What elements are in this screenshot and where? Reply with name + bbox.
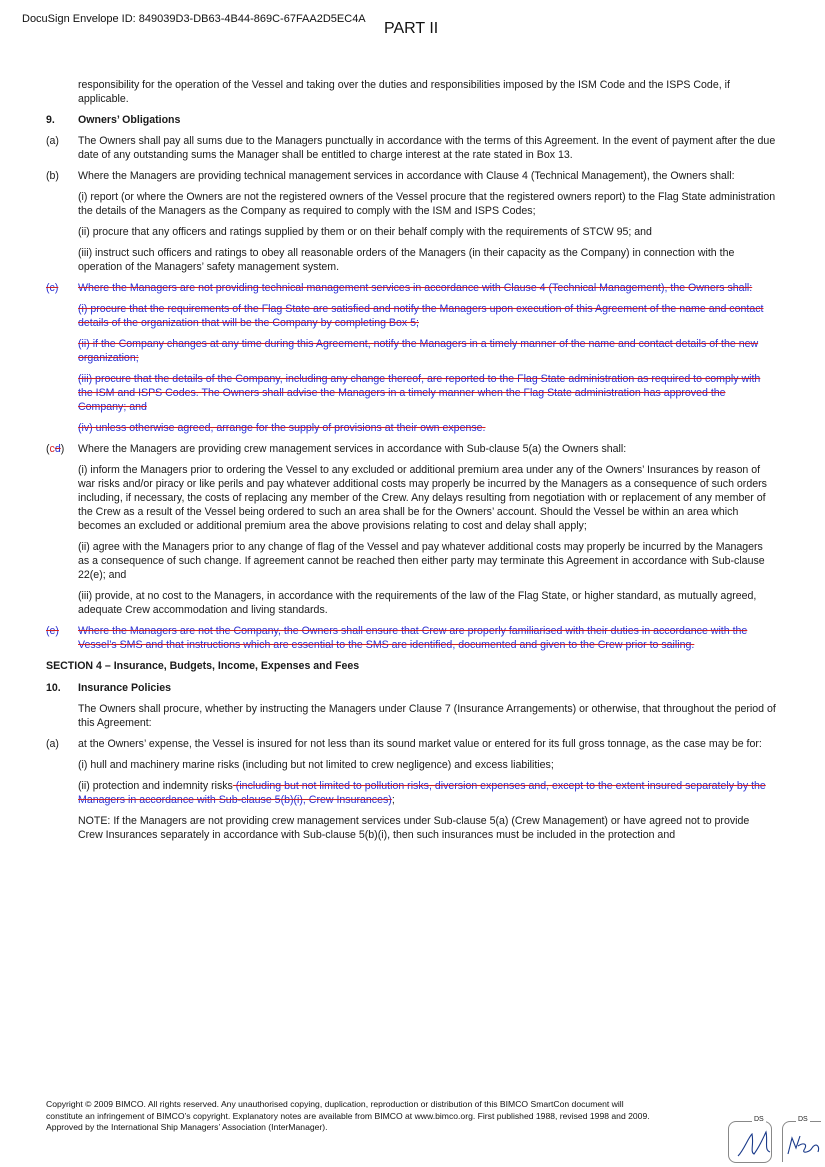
section-4-title: SECTION 4 – Insurance, Budgets, Income, Expenses and Fees xyxy=(46,660,360,672)
footer-line-1: Copyright © 2009 BIMCO. All rights reserved. Any unauthorised copying, duplication, reproduction or distribution of this BIMCO SmartCon document will xyxy=(46,1099,624,1109)
clause-10a-text: at the Owners’ expense, the Vessel is insured for not less than its sound market value or entered for its full gross tonnage, as the case may be for: xyxy=(78,738,762,750)
clause-10a-ii xyxy=(78,779,776,807)
clause-10-number: 10. xyxy=(46,682,61,694)
clause-9b-label: (b) xyxy=(46,170,59,182)
clause-9-heading xyxy=(46,113,776,127)
clause-10a-ii-deleted: (including but not limited to pollution risks, diversion expenses and, except to the extent insured separately by the Managers in accordance with Sub-clause 5(b)(i), Crew Insurances) xyxy=(78,780,766,806)
intro-paragraph: responsibility for the operation of the Vessel and taking over the duties and responsibilities imposed by the ISM Code and the ISPS Code, if applicable. xyxy=(78,79,730,105)
clause-10a-note: NOTE: If the Managers are not providing crew management services under Sub-clause 5(a) (Crew Management) or have agreed not to provide Crew Insurances separately in accordance with Sub-clause 5(b)(i), then such insurances must be included in the protection and xyxy=(78,815,750,841)
clause-9c-label: (c) xyxy=(46,282,59,294)
ds-label-2: DS xyxy=(798,1116,808,1123)
clause-10-title: Insurance Policies xyxy=(78,682,172,694)
initials-signature xyxy=(730,1124,822,1164)
clause-9c-text: Where the Managers are not providing technical management services in accordance with Clause 4 (Technical Management), the Owners shall: xyxy=(78,282,753,294)
clause-9a-label: (a) xyxy=(46,135,59,147)
footer-line-2: constitute an infringement of BIMCO’s copyright. Explanatory notes are available from BIMCO at www.bimco.org. First published 1988, revised 1998 and 2009. xyxy=(46,1110,650,1121)
clause-9b-iii: (iii) instruct such officers and ratings to obey all reasonable orders of the Managers (in their capacity as the Company) in connection with the operation of the Managers’ safety management system. xyxy=(78,247,735,273)
clause-10-heading xyxy=(46,681,776,695)
clause-10a-label: (a) xyxy=(46,738,59,750)
clause-9d-i: (i) inform the Managers prior to ordering the Vessel to any excluded or additional premium area under any of the Owners’ Insurances by reason of war risks and/or piracy or like perils and pay whatever additional costs may properly be incurred by the Managers as a consequence of such orders including, if necessary, the costs of replacing any member of the Crew. Any delays resulting from negotiation with or replacement of any member of the Crew as a result of the Vessel being ordered to such an area shall be for the Owners’ account. Should the Vessel be within an area which becomes an excluded or additional premium area the above provisions relating to cost and delay shall apply; xyxy=(78,464,767,532)
clause-9c-ii: (ii) if the Company changes at any time during this Agreement, notify the Managers in a timely manner of the name and contact details of the new organization; xyxy=(78,338,759,364)
clause-9c-deleted xyxy=(46,281,776,295)
clause-9e-deleted xyxy=(46,624,776,652)
clause-9c-iv: (iv) unless otherwise agreed, arrange for the supply of provisions at their own expense. xyxy=(78,422,486,434)
clause-10a-ii-end: ; xyxy=(391,794,395,806)
clause-9c-i: (i) procure that the requirements of the Flag State are satisfied and notify the Managers upon execution of this Agreement of the name and contact details of the organization that will be the Company by completing Box 5; xyxy=(78,303,764,329)
clause-9e-text: Where the Managers are not the Company, the Owners shall ensure that Crew are properly familiarised with their duties in accordance with the Vessel’s SMS and that instructions which are essential to the SMS are identified, documented and given to the Crew prior to sailing. xyxy=(78,625,748,651)
clause-9d-text: Where the Managers are providing crew management services in accordance with Sub-clause 5(a) the Owners shall: xyxy=(78,443,627,455)
label-deleted-d: d xyxy=(54,443,61,455)
clause-9d-ii: (ii) agree with the Managers prior to any change of flag of the Vessel and pay whatever additional costs may properly be incurred by the Managers as a consequence of such change. If agreement cannot be reached then either party may terminate this Agreement in accordance with Sub-clause 22(e); and xyxy=(78,541,765,581)
clause-9b-text: Where the Managers are providing technical management services in accordance with Clause 4 (Technical Management), the Owners shall: xyxy=(78,170,735,182)
clause-10-intro: The Owners shall procure, whether by instructing the Managers under Clause 7 (Insurance Arrangements) or otherwise, that throughout the period of this Agreement: xyxy=(78,703,776,729)
clause-9e-label: (e) xyxy=(46,625,59,637)
clause-9-number: 9. xyxy=(46,114,55,126)
clause-9b-i: (i) report (or where the Owners are not the registered owners of the Vessel procure that the registered owners report) to the Flag State administration the details of the Managers as the Company as required to comply with the ISM and ISPS Codes; xyxy=(78,191,776,217)
initials-signature-1 xyxy=(738,1132,770,1156)
clause-9b-ii: (ii) procure that any officers and ratings supplied by them or on their behalf comply with the requirements of STCW 95; and xyxy=(78,226,652,238)
label-close-paren: ) xyxy=(60,443,65,455)
docusign-envelope-id: DocuSign Envelope ID: 849039D3-DB63-4B44-869C-67FAA2D5EC4A xyxy=(22,13,366,25)
copyright-footer xyxy=(46,1099,761,1134)
label-inserted-c: c xyxy=(49,443,55,455)
part-title: PART II xyxy=(384,20,439,37)
clause-10a-i: (i) hull and machinery marine risks (including but not limited to crew negligence) and excess liabilities; xyxy=(78,759,554,771)
label-open-paren: ( xyxy=(46,443,50,455)
ds-label-1: DS xyxy=(754,1116,764,1123)
clause-9-title: Owners’ Obligations xyxy=(78,114,181,126)
initials-signature-2 xyxy=(788,1136,819,1154)
clause-9b xyxy=(46,169,776,183)
clause-9c-iii: (iii) procure that the details of the Company, including any change thereof, are reported to the Flag State administration as required to comply with the ISM and ISPS Codes. The Owners shall advise the Managers in a timely manner when the Flag State administration has approved the Company; and xyxy=(78,373,761,413)
clause-9a-text: The Owners shall pay all sums due to the Managers punctually in accordance with the terms of this Agreement. In the event of payment after the due date of any outstanding sums the Manager shall be entitled to charge interest at the rate stated in Box 13. xyxy=(78,135,776,161)
clause-9a xyxy=(46,134,776,162)
clause-9d xyxy=(46,442,776,456)
document-body xyxy=(46,78,776,849)
clause-10a xyxy=(46,737,776,751)
clause-9d-iii: (iii) provide, at no cost to the Managers, in accordance with the requirements of the law of the Flag State, or higher standard, as mutually agreed, adequate Crew accommodation and living standards. xyxy=(78,590,757,616)
clause-9d-label xyxy=(46,442,78,456)
clause-10a-ii-text: (ii) protection and indemnity risks xyxy=(78,780,233,792)
footer-line-3: Approved by the International Ship Managers’ Association (InterManager). xyxy=(46,1122,328,1132)
